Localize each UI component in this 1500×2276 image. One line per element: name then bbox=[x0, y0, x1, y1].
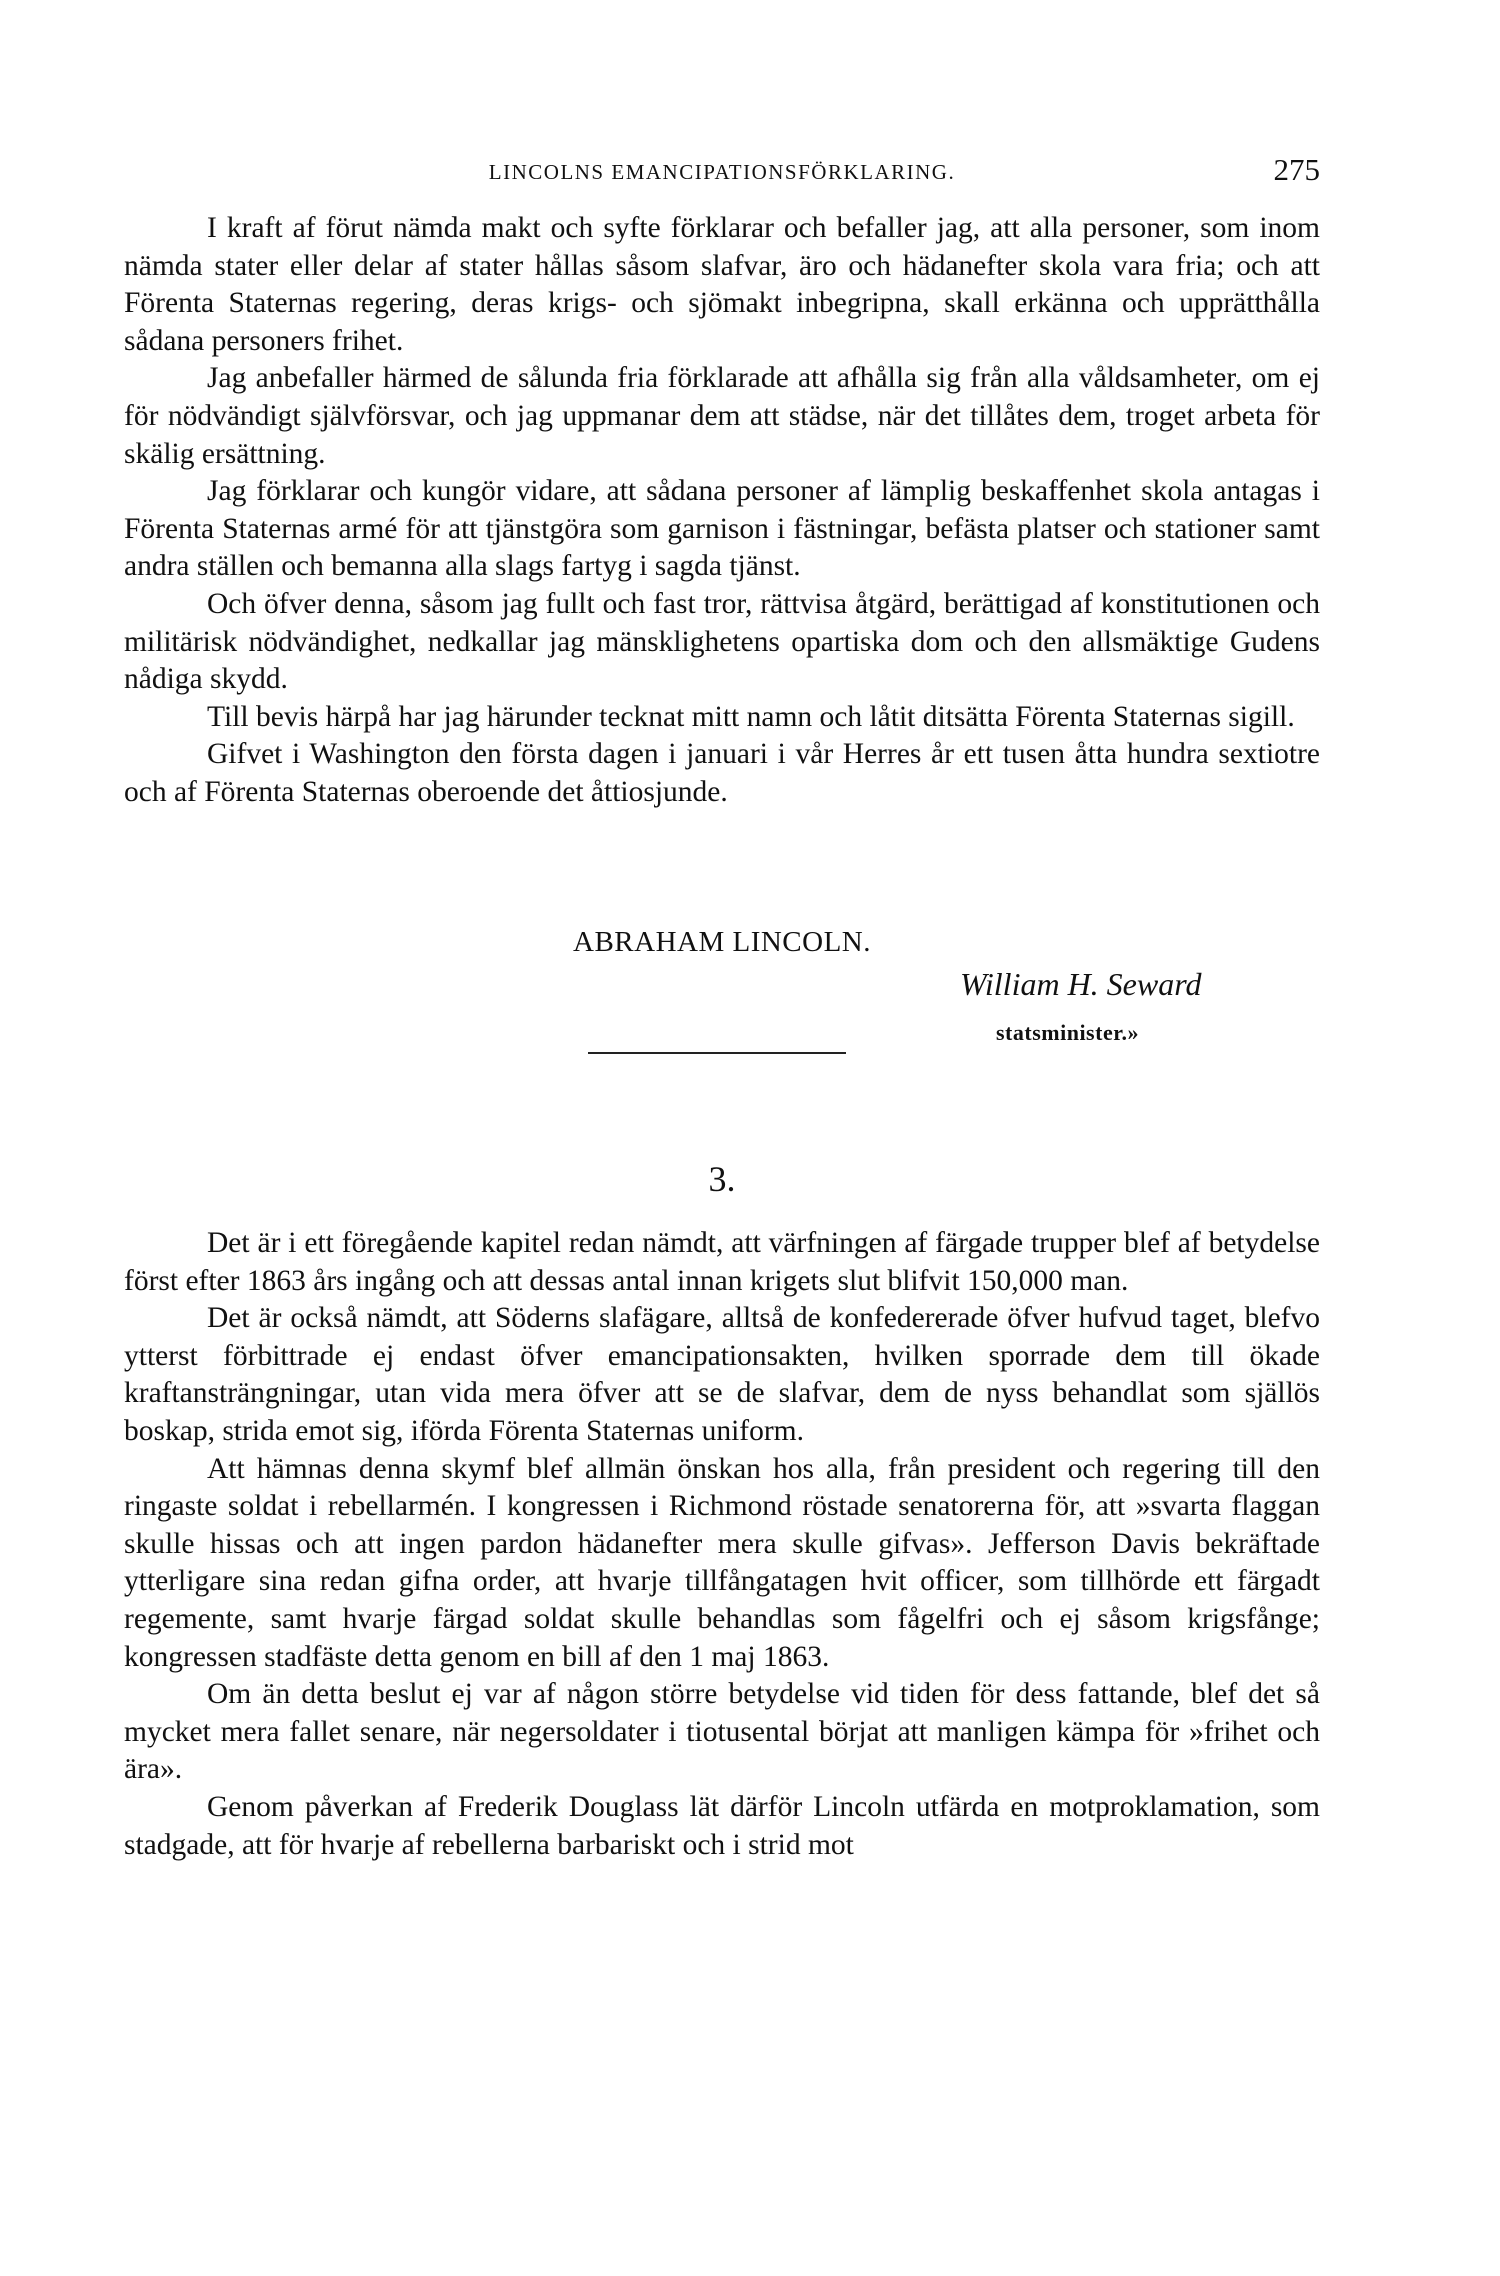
paragraph: Och öfver denna, såsom jag fullt och fast tror, rättvisa åtgärd, berättigad af konstitutionen och militärisk nödvändighet, nedkallar jag mänsklighetens opartiska dom och den allsmäktige Gudens nådiga skydd. bbox=[124, 587, 1320, 696]
section-text bbox=[124, 1225, 1320, 1864]
paragraph: Det är i ett föregående kapitel redan nämdt, att värfningen af färgade trupper blef af betydelse först efter 1863 års ingång och att dessas antal innan krigets slut blifvit 150,000 man. bbox=[124, 1227, 1320, 1297]
paragraph: Till bevis härpå har jag härunder tecknat mitt namn och låtit ditsätta Förenta Staternas sigill. bbox=[207, 700, 1295, 733]
countersign-signature: William H. Seward bbox=[960, 966, 1202, 1002]
section-divider bbox=[588, 1052, 846, 1054]
paragraph: Genom påverkan af Frederik Douglass lät därför Lincoln utfärda en motproklamation, som stadgade, att för hvarje af rebellerna barbariskt och i strid mot bbox=[124, 1790, 1320, 1861]
paragraph: Att hämnas denna skymf blef allmän önskan hos alla, från president och regering till den ringaste soldat i rebellarmén. I kongressen i Richmond röstade senatorerna för, att »svarta flaggan skulle hissas och att ingen pardon hädanefter mera skulle gifvas». Jefferson Davis bekräftade ytterligare sina redan gifna order, att hvarje tillfångatagen hvit officer, som tillhörde ett färgadt regemente, samt hvarje färgad soldat skulle behandlas som fågelfri och ej såsom krigsfånge; kongressen stadfäste detta genom en bill af den 1 maj 1863. bbox=[124, 1452, 1320, 1673]
section-number: 3. bbox=[708, 1159, 736, 1199]
paragraph: I kraft af förut nämda makt och syfte förklarar och befaller jag, att alla personer, som inom nämda stater eller delar af stater hållas såsom slafvar, äro och hädanefter skola vara fria; och att Förenta Staternas regering, deras krigs- och sjömakt inbegripna, skall erkänna och upprätthålla sådana personers frihet. bbox=[124, 212, 1320, 357]
page-number: 275 bbox=[1273, 152, 1320, 187]
paragraph: Det är också nämdt, att Söderns slafägare, alltså de konfedererade öfver hufvud taget, blefvo ytterst förbittrade ej endast öfver emancipationsakten, hvilken sporrade dem till ökade kraftansträngningar, utan vida mera öfver att se de slafvar, dem de nyss behandlat som själlös boskap, strida emot sig, iförda Förenta Staternas uniform. bbox=[124, 1302, 1320, 1447]
paragraph: Jag anbefaller härmed de sålunda fria förklarade att afhålla sig från alla våldsamheter, om ej för nödvändigt självförsvar, och jag uppmanar dem att städse, när det tillåtes dem, troget arbeta för skälig ersättning. bbox=[124, 362, 1320, 470]
paragraph: Gifvet i Washington den första dagen i januari i vår Herres år ett tusen åtta hundra sextiotre och af Förenta Staternas oberoende det åttiosjunde. bbox=[124, 738, 1320, 808]
running-header bbox=[124, 152, 1320, 196]
countersign-title: statsminister.» bbox=[996, 1020, 1139, 1045]
proclamation-text bbox=[124, 210, 1320, 812]
signatory-name: ABRAHAM LINCOLN. bbox=[573, 926, 871, 958]
running-title: LINCOLNS EMANCIPATIONSFÖRKLARING. bbox=[488, 160, 956, 184]
paragraph: Jag förklarar och kungör vidare, att sådana personer af lämplig beskaffenhet skola antagas i Förenta Staternas armé för att tjänstgöra som garnison i fästningar, befästa platser och stationer samt andra ställen och bemanna alla slags fartyg i sagda tjänst. bbox=[124, 475, 1320, 583]
paragraph: Om än detta beslut ej var af någon större betydelse vid tiden för dess fattande, blef det så mycket mera fallet senare, när negersoldater i tiotusental börjat att manligen kämpa för »frihet och ära». bbox=[124, 1678, 1320, 1786]
